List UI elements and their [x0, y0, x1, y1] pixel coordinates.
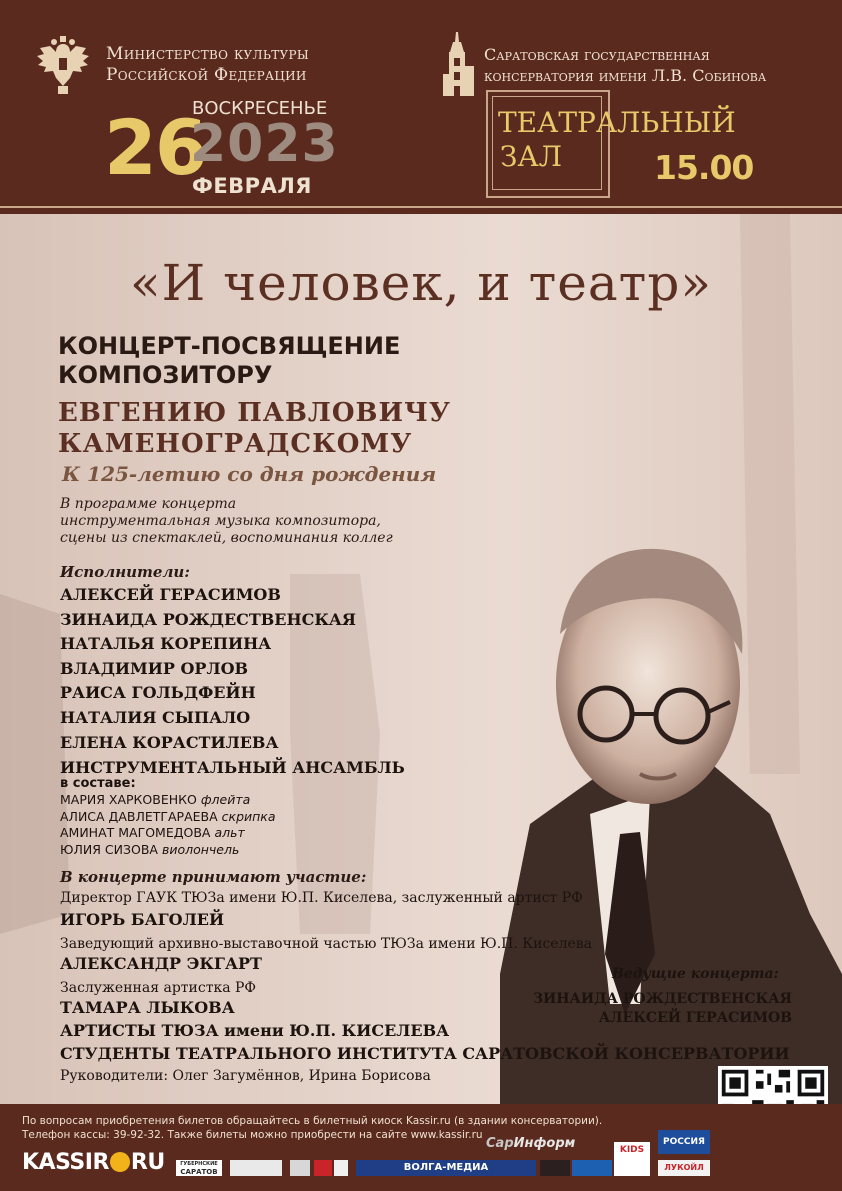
event-year: 2023: [190, 114, 339, 174]
ensemble-members: [60, 792, 276, 858]
program-description: [60, 496, 393, 547]
ministry-line-2: Российской Федерации: [106, 65, 307, 85]
sarinform-logo-part: Сар: [486, 1136, 514, 1151]
performers-list: [60, 583, 356, 755]
anniversary-subtitle: К 125-летию со дня рождения: [62, 462, 437, 486]
composer-name-line-2: КАМЕНОГРАДСКОМУ: [58, 429, 413, 459]
composer-name: [58, 398, 451, 460]
guest-role: Директор ГАУК ТЮЗа имени Ю.П. Киселева, заслуженный артист РФ: [60, 890, 583, 906]
kassir-logo-text: KASSIR: [22, 1150, 109, 1175]
member-name: ЮЛИЯ СИЗОВА: [60, 841, 158, 857]
gubernskie-logo: [176, 1160, 222, 1176]
kids-logo: KIDS: [614, 1142, 650, 1176]
ensemble-member: [60, 842, 276, 859]
lukoil-logo: ЛУКОЙЛ: [658, 1160, 710, 1176]
performer-name: НАТАЛИЯ СЫПАЛО: [60, 707, 251, 727]
ticket-info-line: По вопросам приобретения билетов обращайтесь в билетный киоск Kassir.ru (в здании консерватории).: [22, 1115, 603, 1127]
performer-name: НАТАЛЬЯ КОРЕПИНА: [60, 634, 272, 654]
member-instrument: скрипка: [221, 808, 276, 824]
performer-name: РАИСА ГОЛЬДФЕЙН: [60, 683, 256, 703]
member-name: МАРИЯ ХАРКОВЕНКО: [60, 792, 197, 807]
concert-dedication: [58, 332, 400, 390]
member-instrument: виолончель: [161, 841, 240, 857]
performers-heading: Исполнители:: [60, 563, 190, 581]
composer-name-line-1: ЕВГЕНИЮ ПАВЛОВИЧУ: [58, 398, 451, 428]
guest-role: Заведующий архивно-выставочной частью ТЮЗа имени Ю.П. Киселева: [60, 936, 592, 952]
students-name: СТУДЕНТЫ ТЕАТРАЛЬНОГО ИНСТИТУТА САРАТОВСКОЙ КОНСЕРВАТОРИИ: [60, 1044, 790, 1063]
guest-role: Заслуженная артистка РФ: [60, 980, 257, 996]
double-headed-eagle-icon: [34, 34, 92, 96]
concert-title: «И человек, и театр»: [130, 254, 712, 312]
kassir-smile-icon: [110, 1152, 130, 1172]
troupe-name: АРТИСТЫ ТЮЗА имени Ю.П. КИСЕЛЕВА: [60, 1021, 450, 1040]
sponsor-logo: [290, 1160, 310, 1176]
ensemble-name: ИНСТРУМЕНТАЛЬНЫЙ АНСАМБЛЬ: [60, 758, 405, 777]
ministry-line-1: Министерство культуры: [106, 44, 309, 64]
host-name: ЗИНАИДА РОЖДЕСТВЕНСКАЯ: [532, 991, 792, 1007]
concert-dedication-line-2: КОМПОЗИТОРУ: [58, 361, 273, 389]
ensemble-member: [60, 792, 276, 809]
sponsor-logo: [572, 1160, 612, 1176]
guests-heading: В концерте принимают участие:: [60, 868, 367, 886]
ministry-name: [106, 44, 309, 86]
program-line: В программе концерта: [60, 496, 237, 512]
guest-name: АЛЕКСАНДР ЭКГАРТ: [60, 954, 262, 973]
sponsor-logo: [314, 1160, 332, 1176]
sponsor-logo: [230, 1160, 282, 1176]
hosts-heading: Ведущие концерта:: [612, 966, 779, 982]
event-time: 15.00: [654, 148, 754, 187]
sponsor-logo: [334, 1160, 348, 1176]
member-instrument: альт: [214, 825, 245, 840]
rossiya-logo: РОССИЯ: [658, 1130, 710, 1154]
ensemble-member: [60, 825, 276, 842]
kassir-logo-domain: RU: [130, 1150, 165, 1175]
hosts-list: [520, 990, 792, 1028]
volga-media-logo: ВОЛГА-МЕДИА: [356, 1160, 536, 1176]
header-divider: [0, 206, 842, 208]
host-name: АЛЕКСЕЙ ГЕРАСИМОВ: [598, 1010, 792, 1026]
sarinform-logo-part: Информ: [513, 1136, 576, 1151]
conservatory-line-2: консерватория имени Л.В. Собинова: [484, 66, 767, 85]
conservatory-tower-icon: [442, 32, 476, 98]
guest-name: ИГОРЬ БАГОЛЕЙ: [60, 910, 225, 929]
gubernskie-logo-line: ГУБЕРНСКИЕ: [180, 1161, 218, 1167]
ensemble-composition-label: в составе:: [60, 776, 136, 791]
member-name: АМИНАТ МАГОМЕДОВА: [60, 825, 211, 840]
concert-dedication-line-1: КОНЦЕРТ-ПОСВЯЩЕНИЕ: [58, 332, 401, 360]
kassir-logo[interactable]: [22, 1150, 165, 1175]
guest-name: ТАМАРА ЛЫКОВА: [60, 998, 235, 1017]
conservatory-name: [484, 44, 766, 86]
member-instrument: флейта: [200, 792, 251, 807]
ensemble-member: [60, 809, 276, 826]
sarinform-logo: [486, 1136, 575, 1151]
hall-name-line-1: ТЕАТРАЛЬНЫЙ: [498, 106, 736, 139]
ticket-info-line: Телефон кассы: 39-92-32. Также билеты можно приобрести на сайте www.kassir.ru: [22, 1129, 483, 1141]
program-line: инструментальная музыка композитора,: [60, 513, 381, 529]
program-line: сцены из спектаклей, воспоминания коллег: [60, 530, 393, 546]
event-day: 26: [104, 103, 206, 192]
hall-name-line-2: ЗАЛ: [500, 140, 563, 173]
performer-name: ЕЛЕНА КОРАСТИЛЕВА: [60, 732, 279, 752]
member-name: АЛИСА ДАВЛЕТГАРАЕВА: [60, 808, 218, 824]
sponsor-logo: [540, 1160, 570, 1176]
supervisors: Руководители: Олег Загумённов, Ирина Борисова: [60, 1068, 431, 1084]
performer-name: ЗИНАИДА РОЖДЕСТВЕНСКАЯ: [60, 609, 357, 629]
gubernskie-logo-city: САРАТОВ: [180, 1168, 218, 1176]
event-weekday: ВОСКРЕСЕНЬЕ: [192, 98, 328, 119]
performer-name: ВЛАДИМИР ОРЛОВ: [60, 658, 249, 678]
event-month: ФЕВРАЛЯ: [192, 174, 312, 198]
performer-name: АЛЕКСЕЙ ГЕРАСИМОВ: [60, 585, 281, 604]
conservatory-line-1: Саратовская государственная: [484, 45, 710, 64]
